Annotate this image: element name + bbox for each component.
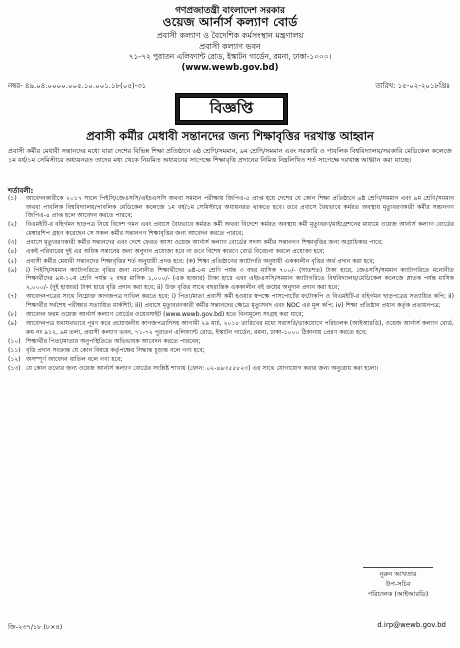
condition-item: [8, 221, 454, 238]
contact-email: d.irp@wewb.gov.bd: [377, 621, 446, 629]
condition-number: (১১): [8, 347, 21, 355]
gd-number: জি-২৩৭/১৮ (৮×৪): [8, 623, 63, 631]
condition-number: (৯): [8, 320, 17, 328]
condition-number: (১): [8, 195, 17, 202]
condition-number: (১০): [8, 337, 21, 345]
condition-text: একই পরিবারের দুই এর অধিক সন্তানের জন্য অনুদান প্রযোজ্য হবে না তবে বিশেষ কারণে বোর্ড বিবেচনা করলে প্রযোজ্য হবে;: [26, 248, 325, 256]
notice-badge: [175, 93, 288, 125]
condition-number: (৫): [8, 257, 17, 265]
condition-text: শিক্ষার্থীর পিতা/মাতার অনুপস্থিতিতে অভিভাবক আবেদন করতে পারবেন;: [26, 337, 201, 345]
condition-item: [8, 356, 454, 365]
condition-number: (৩): [8, 239, 17, 247]
condition-number: (১৩): [8, 365, 21, 373]
condition-number: (৮): [8, 310, 17, 318]
condition-item: [8, 248, 454, 257]
condition-text: বিএমইটি-র বহির্গমন ছাড়পত্র নিয়ে বিদেশ গমন এবং প্রবাসে বৈধভাবে কর্মরত কর্মী অথবা বিদেশে কর্মরত অবস্থায় কর্মী মৃত্যুবরণ/মাইগ্রেশনের মাধ্যমে ওয়েজ আর্নার্স কল্যাণ বোর্ডের মেম্বারশিপ গ্রহণ করেছেন সে সকল কর্মীর সন্তানগণ শিক্ষাবৃত্তির জন্য আবেদন করতে পারবে;: [26, 221, 454, 237]
condition-text: বৃত্তি প্রদান সংক্রান্ত যে কোন বিষয়ে কর্তৃপক্ষের সিদ্ধান্ত চূড়ান্ত বলে গণ্য হবে;: [26, 347, 205, 355]
conditions-list: [8, 195, 454, 375]
notice-badge-label: বিজ্ঞপ্তি: [179, 97, 284, 121]
board-title: ওয়েজ আর্নার্স কল্যাণ বোর্ড: [162, 15, 298, 29]
condition-item: [8, 347, 454, 356]
intro-paragraph: প্রবাসী কর্মীর মেধাবী সন্তানদের মধ্যে যারা দেশের বিভিন্ন শিক্ষা প্রতিষ্ঠানে ৬ষ্ঠ শ্রেণি/সমমান, ৯ম শ্রেণি/সমমান এবং সরকারি ও পাবলিক বিশ্ববিদ্যালয়/সরকারি মেডিকেল কলেজে ১ম বর্ষ/১ম সেমিস্টারে অধ্যয়নরত তাদের মধ্য থেকে নিয়মিত অধ্যয়নের সাপেক্ষে শিক্ষাবৃত্তি প্রদানের নিমিত্ত নিম্নলিখিত শর্ত সাপেক্ষে দরখাস্ত আহ্বান করা যাচ্ছে।: [8, 147, 452, 165]
condition-item: [8, 195, 454, 221]
condition-text: i) পিইসি/সমমান ক্যাটাগরিতে বৃত্তির জন্য মনোনীত শিক্ষার্থীদের ৬ষ্ঠ-৮ম শ্রেণি পর্যন্ত ৩ বছর মাসিক ৭০০/- (সাতশত) টাকা হারে, জেএসসি/সমমান ক্যাটাগরিতে মনোনীত শিক্ষার্থীদের ৯ম-১০ম শ্রেণি পর্যন্ত ২ বছর মাসিক ১,০০০/- (এক হাজার) টাকা হারে এবং এইচএসসি/সমমান ক্যাটাগরিতে বিশ্ববিদ্যালয়/মেডিকেল কলেজে স্নাতক পর্যন্ত মাসিক ২,০০০/- (দুই হাজার) টাকা হারে বৃত্তি প্রদান করা হবে; ii) উক্ত বৃত্তির সাথে বছরান্তিক এককালীন বই ক্রয়ের অনুদান প্রদান করা হবে;: [26, 266, 454, 291]
condition-number: (৭): [8, 293, 17, 301]
condition-text: আবেদনপত্রের সাথে নিম্নোক্ত কাগজপত্র দাখিল করতে হবে: i) পিতা/মাতা প্রবাসী কর্মী হওয়ার স্বপক্ষে পাসপোর্টের ফটোকপি ও বিএমইটি-র বহির্গমন ছাড়পত্রের সত্যায়িত কপি; ii) শিক্ষার্থীর সর্বশেষ পরীক্ষার সত্যায়িত মার্কশিট; iii) প্রবাসে মৃত্যুবরণকারী কর্মীর সন্তানদের ক্ষেত্রে মৃত্যুসনদ এবং NOC এর মূল কপি; iv) শিক্ষা প্রতিষ্ঠান প্রধান কর্তৃক প্রত্যয়নপত্র;: [26, 293, 454, 309]
signature-block: [350, 567, 446, 599]
signatory-name: নূরুন আখতার: [379, 570, 417, 578]
condition-item: [8, 365, 454, 374]
condition-item: [8, 267, 454, 293]
condition-text: অসম্পূর্ণ আবেদন বাতিল বলে গণ্য হবে;: [26, 356, 123, 364]
condition-text: আবেদনপত্র যথাযথভাবে পূরণ করে প্রয়োজনীয় কাগজপত্রাদিসহ আগামী ২৯ মার্চ, ২০১৮ তারিখের মধ্যে সরাসরি/ডাকযোগে পরিচালক (আইআরডি), ওয়েজ আর্নার্স কল্যাণ বোর্ড, রুম নং ৯১২, ৯ম তলা, প্রবাসী কল্যাণ ভবন, ৭১-৭২ পুরাতন এলিফ্যান্ট রোড, ইস্কাটন গার্ডেন, রমনা, ঢাকা-১০০০ ঠিকানায় প্রেরণ করতে হবে;: [26, 320, 454, 336]
condition-item: [8, 293, 454, 310]
signatory-title: উপ-সচিব: [385, 580, 411, 588]
condition-number: (৪): [8, 248, 17, 256]
condition-number: (৬): [8, 266, 17, 274]
notice-headline: প্রবাসী কর্মীর মেধাবী সন্তানদের জন্য শিক্ষাবৃত্তির দরখাস্ত আহ্বান: [86, 129, 374, 143]
condition-item: [8, 320, 454, 337]
building-name: প্রবাসী কল্যাণ ভবন: [199, 42, 261, 51]
condition-number: (১২): [8, 356, 21, 364]
condition-item: [8, 311, 454, 320]
conditions-heading: শর্তাবলী:: [8, 187, 34, 195]
government-title: গণপ্রজাতন্ত্রী বাংলাদেশ সরকার: [175, 6, 285, 16]
reference-number: নম্বর- ৪৯.০৪.০০০০.০০৫.১০.০০১.১৮(০৫)-৩১: [8, 82, 147, 90]
signature-line: [363, 567, 433, 568]
ministry-name: প্রবাসী কল্যাণ ও বৈদেশিক কর্মসংস্থান মন্ত্রণালয়: [156, 31, 304, 40]
condition-text: প্রবাসে মৃত্যুবরণকারী কর্মীর সন্তানদের এবং দেশে ফেরত আসা ওয়েজ আর্নার্স কল্যাণ বোর্ডের সদস্য কর্মীর সন্তানগণ শিক্ষাবৃত্তির জন্য অগ্রাধিকার পাবে;: [26, 239, 384, 247]
signatory-designation: পরিচালক (আইআরডি): [367, 590, 429, 598]
office-address: ৭১-৭২ পুরাতন এলিফ্যান্ট রোড, ইস্কাটন গার্ডেন, রমনা, ঢাকা-১০০০।: [128, 52, 332, 61]
condition-text: আবেদনকারীকে ২০১৭ সালে পিইসি/জেএসসি/এইচএসসি অথবা সমমান পরীক্ষায় জিপিএ-৫ প্রাপ্ত হয়ে দেশের যে কোন শিক্ষা প্রতিষ্ঠানে ৬ষ্ঠ শ্রেণি/সমমান এবং ৯ম শ্রেণি/সমমান অথবা পাবলিক বিশ্ববিদ্যালয়/পাবলিক মেডিকেল কলেজে ১ম বর্ষ/১ম সেমিস্টারে অধ্যয়নরত থাকতে হবে। তবে প্রবাসে বৈধভাবে কর্মরত অবস্থায় মৃত্যুবরণকারী কর্মীর সন্তানগণ জিপিএ-৪ প্রাপ্ত হলে আবেদন করতে পারবে;: [26, 195, 454, 220]
notice-date: তারিখ: ১৫-০২-২০১৮খ্রিঃ: [375, 82, 450, 90]
condition-text: প্রবাসী কর্মীর মেধাবী সন্তানদের শিক্ষাবৃত্তির শর্ত অনুযায়ী প্রদত্ত হবে: (ক) শিক্ষা প্রতিষ্ঠানের ক্যাটাগরি অনুযায়ী এককালীন বৃত্তির অর্থ প্রদান করা হবে;: [26, 257, 375, 265]
condition-text: যে কোন তথ্যের জন্য ওয়েজ আর্নার্স কল্যাণ বোর্ডের সংশ্লিষ্ট শাখায় (ফোন: ০২-৪৯৩৫৫৮২৩) এর সাথে যোগাযোগ করার জন্য অনুরোধ করা হলো।: [26, 365, 379, 373]
condition-number: (২): [8, 221, 17, 229]
condition-item: [8, 239, 454, 248]
website-text: (www.wewb.gov.bd): [181, 63, 279, 73]
condition-item: [8, 258, 454, 267]
condition-item: [8, 338, 454, 347]
condition-text: আবেদন ফরম ওয়েজ আর্নার্স কল্যাণ বোর্ডের ওয়েবসাইট (www.wewb.gov.bd) হতে বিনামূল্যে সংগ্রহ করা যাবে;: [26, 310, 304, 318]
